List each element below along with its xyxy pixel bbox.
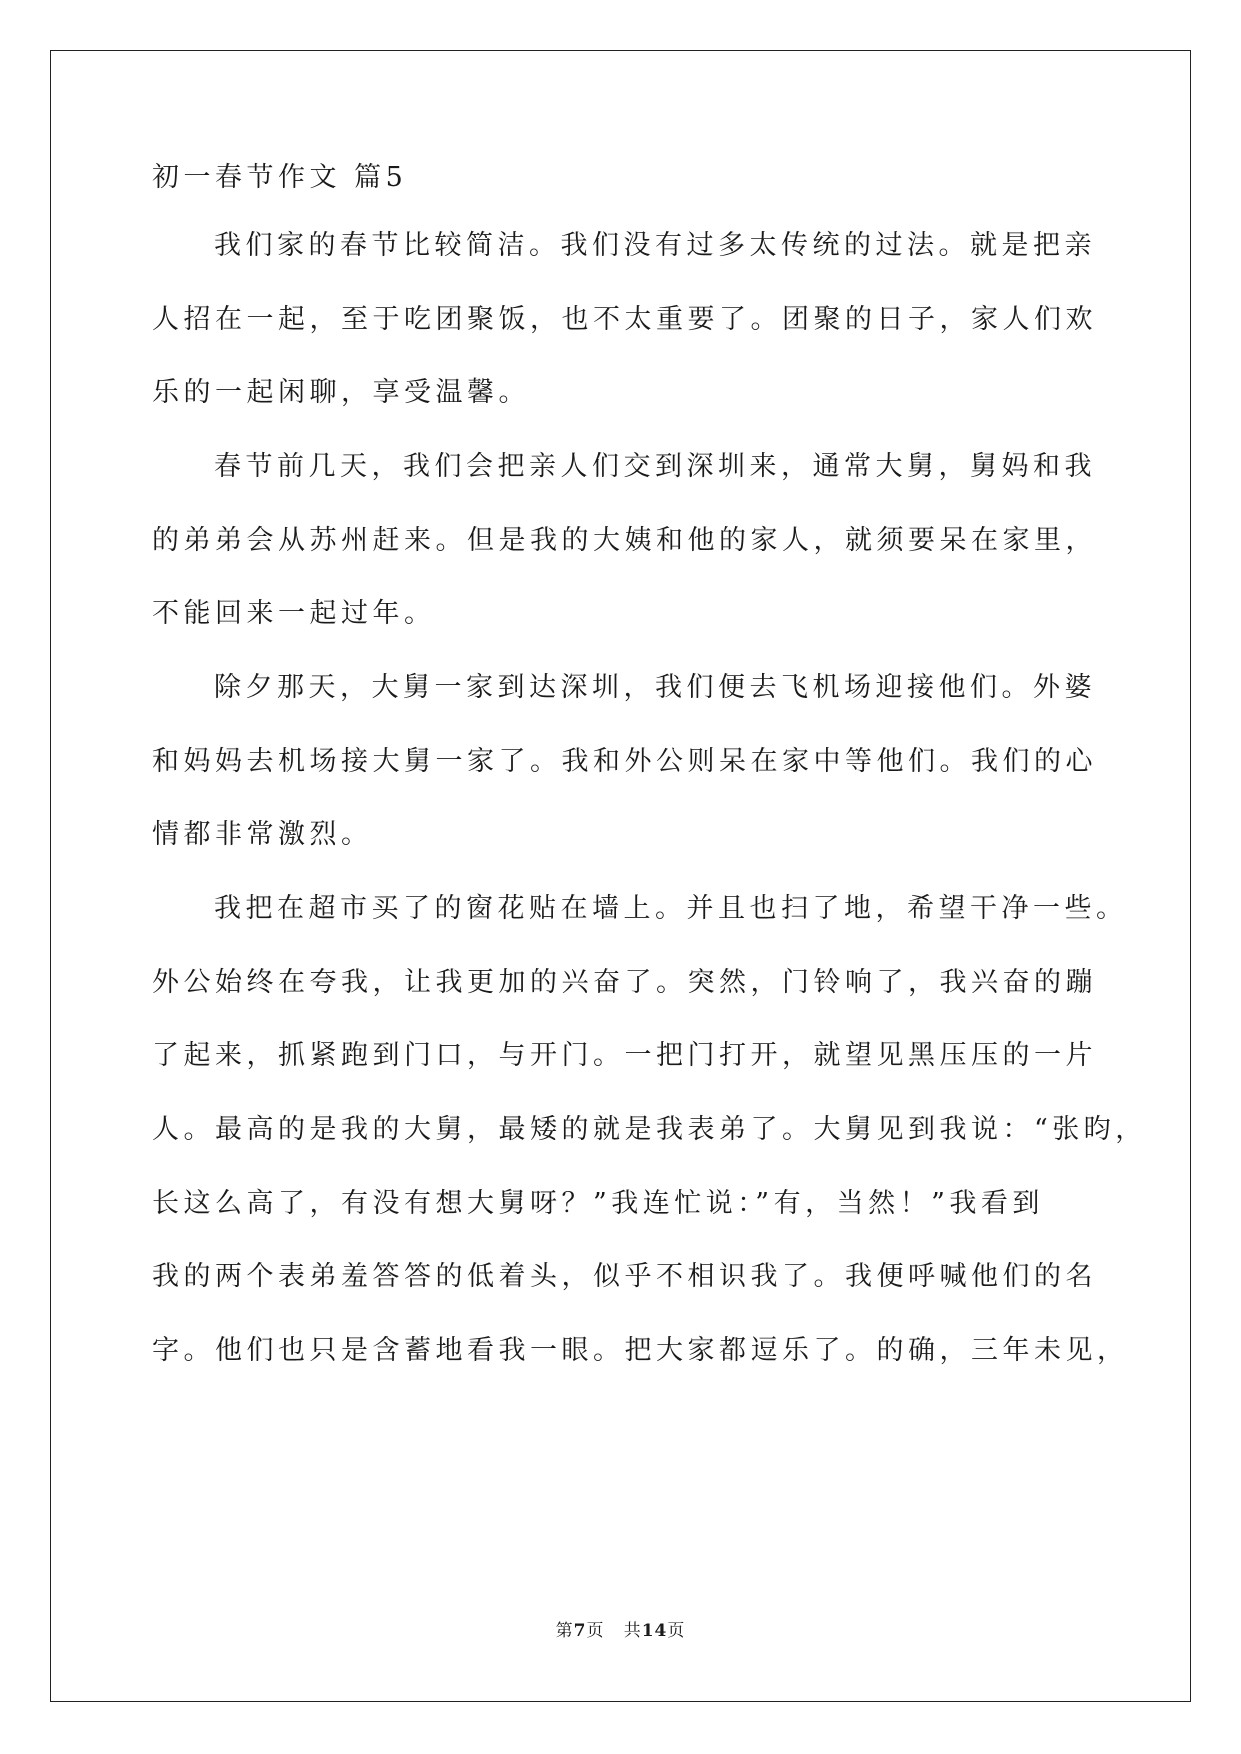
text-line-7: 除夕那天，大舅一家到达深圳，我们便去飞机场迎接他们。外婆 [214, 672, 1096, 703]
text-line-9: 情都非常激烈。 [152, 819, 373, 850]
text-line-16: 字。他们也只是含蓄地看我一眼。把大家都逗乐了。的确，三年未见， [152, 1335, 1129, 1366]
page-number: 7 [573, 1621, 587, 1641]
text-line-5: 的弟弟会从苏州赶来。但是我的大姨和他的家人，就须要呆在家里， [152, 525, 1097, 556]
text-line-4: 春节前几天，我们会把亲人们交到深圳来，通常大舅，舅妈和我 [214, 451, 1096, 482]
text-line-14: 长这么高了，有没有想大舅呀？”我连忙说：”有，当然！”我看到 [152, 1188, 1044, 1219]
total-suffix: 页 [667, 1621, 686, 1641]
page-border [50, 50, 1191, 1702]
page-footer [0, 1616, 1241, 1641]
text-line-3: 乐的一起闲聊，享受温馨。 [152, 377, 530, 408]
text-line-10: 我把在超市买了的窗花贴在墙上。并且也扫了地，希望干净一些。 [214, 893, 1128, 924]
page-suffix: 页 [586, 1621, 605, 1641]
text-line-15: 我的两个表弟羞答答的低着头，似乎不相识我了。我便呼喊他们的名 [152, 1261, 1097, 1292]
text-line-8: 和妈妈去机场接大舅一家了。我和外公则呆在家中等他们。我们的心 [152, 746, 1097, 777]
text-line-6: 不能回来一起过年。 [152, 598, 436, 629]
text-line-13: 人。最高的是我的大舅，最矮的就是我表弟了。大舅见到我说：“张昀， [152, 1114, 1147, 1145]
text-line-12: 了起来，抓紧跑到门口，与开门。一把门打开，就望见黑压压的一片 [152, 1040, 1097, 1071]
text-line-2: 人招在一起，至于吃团聚饭，也不太重要了。团聚的日子，家人们欢 [152, 304, 1097, 335]
text-line-11: 外公始终在夸我，让我更加的兴奋了。突然，门铃响了，我兴奋的蹦 [152, 967, 1097, 998]
page-prefix: 第 [555, 1621, 574, 1641]
total-pages: 14 [641, 1621, 668, 1641]
article-heading: 初一春节作文 篇5 [152, 162, 408, 193]
total-prefix: 共 [623, 1621, 642, 1641]
text-line-1: 我们家的春节比较简洁。我们没有过多太传统的过法。就是把亲 [214, 230, 1096, 261]
